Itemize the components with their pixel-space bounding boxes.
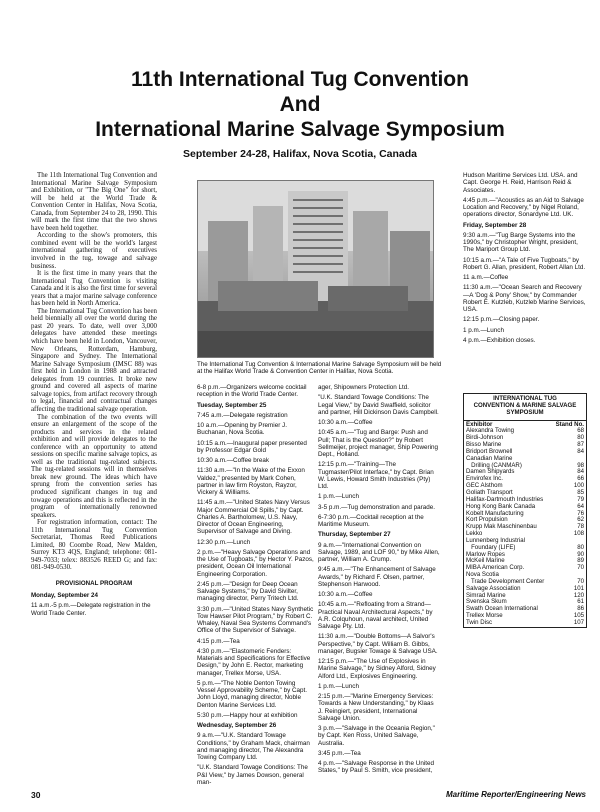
program-event: 4:30 p.m.—"Elastomeric Fenders: Materials and Specifications for Effective Design," by John E. Rector, marketing manager, Trelleх Morse, USA. xyxy=(197,647,311,677)
page-number: 30 xyxy=(31,790,41,800)
exhibitor-table xyxy=(463,393,587,628)
exhibitor-name: Hong Kong Bank Canada xyxy=(466,502,536,510)
headline-line-2: And xyxy=(279,93,321,116)
exhibitor-name: Birdi-Johnson xyxy=(466,434,504,442)
program-event: 4 p.m.—Exhibition closes. xyxy=(463,336,536,344)
exhibitor-stand: 80 xyxy=(577,434,584,442)
program-event: 3 p.m.—"Salvage in the Oceania Region," by Capt. Ken Ross, United Salvage, Australia. xyxy=(318,725,435,747)
program-event: 2:15 p.m.—"Marine Emergency Services: Towards a New Understanding," by Klaas J. Reingiert, president, International Salvage Union. xyxy=(318,693,434,722)
exhibitor-stand: 80 xyxy=(577,543,584,551)
exhibitor-name: Lunnenberg Industrial xyxy=(466,536,525,544)
intro-paragraph: According to the show's promoters, this combined event will be the world's largest international gathering of executives involved in the tug, towage and salvage business. xyxy=(31,232,157,270)
exhibitor-name: Bisso Marine xyxy=(466,441,502,449)
exhibitor-stand: 86 xyxy=(577,605,584,613)
program-column-3 xyxy=(318,384,440,775)
exhibitor-name: Halifax-Dartmouth Industries xyxy=(466,495,544,503)
exhibitor-title-line: SYMPOSIUM xyxy=(506,408,544,416)
program-event: 5 p.m.—"The Noble Denton Towing Vessel Approvability Scheme," by Capt. John Lloyd, managing director, Noble Denton Marine Services Ltd. xyxy=(197,679,308,709)
exhibitor-stand: 90 xyxy=(577,550,584,558)
exhibitor-name: Simrad Marine xyxy=(466,591,506,599)
exhibitor-stand: 107 xyxy=(573,619,584,626)
exhibitor-stand: 62 xyxy=(577,516,584,524)
building-illustration xyxy=(198,181,434,358)
program-day: Thursday, September 27 xyxy=(318,531,391,539)
program-event: 12:15 p.m.—"The Use of Explosives in Marine Salvage," by Sidney Alford, Sidney Alford Ltd., Explosives Engineering. xyxy=(318,658,436,680)
exhibitor-stand: 100 xyxy=(573,482,584,490)
program-day: Tuesday, September 25 xyxy=(197,401,267,409)
headline-line-3: International Marine Salvage Symposium xyxy=(95,118,505,141)
program-event: 9 a.m.—"International Convention on Salvage, 1989, and LOF 90," by Mike Allen, partner, William A. Crump. xyxy=(318,541,440,563)
exhibitor-name: Kort Propulsion xyxy=(466,516,508,524)
program-event: 11:45 a.m.—"United States Navy Versus Major Commercial Oil Spills," by Capt. Charles A. Bartholomew, U.S. Navy, Director of Ocean Engineering, Supervisor of Salvage and Diving. xyxy=(197,499,310,536)
program-event: 11:30 a.m.—"Ocean Search and Recovery—A 'Dog & Pony' Show," by Commander Robert E. Kutzleb, Kutzleb Marine Services, USA. xyxy=(463,284,586,313)
program-event: 10:30 a.m.—Coffee xyxy=(318,591,373,598)
program-event: 6-7:30 p.m.—Cocktail reception at the Maritime Museum. xyxy=(318,513,424,528)
convention-center-photo xyxy=(197,180,434,358)
exhibitor-name: Krupp Mak Maschinenbau xyxy=(466,523,537,531)
program-event: 12:15 p.m.—"Training—The Tugmaster/Pilot Interface," by Capt. Brian W. Lewis, Howard Smith Industries (Pty) Ltd. xyxy=(318,461,434,490)
program-event: 10:45 a.m.—"Tug and Barge: Push and Pull; That is the Question?" by Robert Sellmeijer, project manager, Ship Powering Dept., Holland. xyxy=(318,429,439,458)
exhibitor-name: Svenska Skum xyxy=(466,598,507,606)
exhibitor-name: Swath Ocean International xyxy=(466,605,538,613)
exhibitor-name: Canadian Marine xyxy=(466,454,513,462)
program-event: 11 a.m.—Coffee xyxy=(463,274,509,281)
program-event: 2 p.m.—"Heavy Salvage Operations and the Use of Tugboats," by Hector Y. Pazos, president, Ocean Oil International Engineering Corporation. xyxy=(197,548,314,578)
exhibitor-name: Envirofex Inc. xyxy=(466,475,503,483)
headline-line-1: 11th International Tug Convention xyxy=(131,68,469,91)
exhibitor-stand: 66 xyxy=(577,475,584,483)
exhibitor-rows xyxy=(464,428,586,626)
program-event: ager, Shipowners Protection Ltd. xyxy=(318,384,410,391)
exhibitor-title-line: CONVENTION & MARINE SALVAGE xyxy=(473,401,577,409)
exhibitor-stand: 78 xyxy=(577,523,584,531)
program-event: 10:15 a.m.—Inaugural paper presented by Professor Edgar Gold xyxy=(197,439,307,454)
program-event: "U.K. Standard Towage Conditions: The Legal View," by David Swaffield, solicitor and partner, Hill Dickinson Davis Campbell. xyxy=(318,394,439,416)
exhibitor-stand: 61 xyxy=(577,598,584,606)
exhibitor-name: GEC Alsthom xyxy=(466,482,503,490)
program-event: 10 a.m.—Opening by Premier J. Buchanan, Nova Scotia. xyxy=(197,422,287,437)
intro-paragraph: The combination of the two events will ensure an enlargement of the scope of the products and services in the related exhibition and will provide delegates to the conference with an opportunity to attend sessions on specific marine salvage topics, as well as the traditional tug-related subjects. The tug-related sessions will in themselves break new ground. The ideas which have sprung from the convention series has produced significant changes in tug and towage operations and this is reflected in the program of internationally renowned speakers. xyxy=(31,413,157,519)
program-event: 12:30 p.m.—Lunch xyxy=(197,538,251,546)
exhibitor-name: Bridport Brownell xyxy=(466,447,513,455)
program-day: Wednesday, September 26 xyxy=(197,722,277,729)
program-event: 7:45 a.m.—Delegate registration xyxy=(197,411,288,419)
exhibitor-stand: 76 xyxy=(577,509,584,517)
exhibitor-stand: 68 xyxy=(577,427,584,435)
column-header-exhibitor: Exhibitor xyxy=(466,420,493,428)
program-event: 6-8 p.m.—Organizers welcome cocktail reception in the World Trade Center. xyxy=(197,384,307,399)
exhibitor-stand: 70 xyxy=(577,564,584,572)
program-event: 11:30 a.m.—"In the Wake of the Exxon Valdez," presented by Mark Cohen, partner in law firm Royston, Rayzor, Vickery & Williams. xyxy=(197,467,305,496)
exhibitor-name: Lekko xyxy=(466,530,483,538)
program-event: 1 p.m.—Lunch xyxy=(318,493,359,501)
program-event: 10:15 a.m.—"A Tale of Five Tugboats," by Robert G. Allan, president, Robert Allan Ltd. xyxy=(463,256,586,271)
exhibitor-title-line: INTERNATIONAL TUG xyxy=(493,395,557,402)
publication-name: Maritime Reporter/Engineering News xyxy=(445,790,586,799)
program-event: "U.K. Standard Towage Conditions: The P&I View," by James Dowson, general man- xyxy=(197,764,308,786)
exhibitor-name: Twin Disc xyxy=(466,619,493,626)
intro-paragraph: For registration information, contact: The 11th International Tug Convention Secretariat, Thomas Reed Publications Limited, 80 Coombe Road, New Malden, Surrey KT3 4QS, England; telephone: 081-949-7033; telex: 883526 REED G; and fax: 081-949-0530. xyxy=(31,519,157,572)
program-event: 1 p.m.—Lunch xyxy=(318,682,359,690)
exhibitor-name: Nova Scotia xyxy=(466,571,499,579)
exhibitor-stand: 120 xyxy=(573,591,584,599)
exhibitor-stand: 84 xyxy=(577,468,584,476)
program-day: Monday, September 24 xyxy=(31,591,98,599)
exhibitor-stand: 84 xyxy=(577,447,584,455)
exhibitor-name: Trade Development Center xyxy=(466,577,545,585)
exhibitor-name: MIBA American Corp. xyxy=(466,564,525,572)
exhibitor-name: Salvage Association xyxy=(466,584,521,592)
exhibitor-stand: 98 xyxy=(577,461,584,469)
program-event: 5:30 p.m.—Happy hour at exhibition xyxy=(197,711,298,719)
intro-paragraph: The 11th International Tug Convention and International Marine Salvage Symposium and Exhibition, or "The Big One" for short, will be held at the World Trade & Convention Center in Halifax, Nova Scotia, Canada, from September 24 to 28, 1990. This will mark the first time that the two shows have been held together. xyxy=(31,172,157,232)
program-event: 10:45 a.m.—"Refloating from a Strand—Practical Naval Architectural Aspects," by A.R. Colquhoun, naval architect, United Salvage Pty. Ltd. xyxy=(318,601,433,630)
program-day: Friday, September 28 xyxy=(463,221,527,229)
exhibitor-stand: 79 xyxy=(577,495,584,503)
intro-paragraph: It is the first time in many years that the International Tug Convention is visiting Canada and it is also the first time for several years that a major marine salvage conference has been held in North America. xyxy=(31,270,157,308)
subhead: September 24-28, Halifax, Nova Scotia, Canada xyxy=(182,148,417,160)
program-event: 12:15 p.m.—Closing paper. xyxy=(463,316,540,324)
exhibitor-stand: 108 xyxy=(573,530,584,538)
program-event: 10:30 a.m.—Coffee break xyxy=(197,457,269,464)
program-event: 10:30 a.m.—Coffee xyxy=(318,419,373,426)
exhibitor-name: Foundary (LIFE) xyxy=(466,543,516,551)
column-header-stand: Stand No. xyxy=(555,420,584,428)
program-event: Hudson Maritime Services Ltd. USA. and Capt. George H. Reid, Harrison Reid & Associates. xyxy=(463,172,578,194)
exhibitor-name: Marlow Ropes xyxy=(466,550,505,558)
exhibitor-name: Kobelt Manufacturing xyxy=(466,509,524,517)
exhibitor-name: McKeil Marine xyxy=(466,557,505,565)
program-event: 11:30 a.m.—"Double Bottoms—A Salvor's Perspective," by Capt. William B. Gibbs, manager, Bugsier Towage & Salvage USA. xyxy=(318,633,438,655)
exhibitor-stand: 85 xyxy=(577,488,584,496)
program-event: 11 a.m.-5 p.m.—Delegate registration in the World Trade Center. xyxy=(31,602,151,617)
program-list-1 xyxy=(31,592,157,618)
exhibitor-name: Goliath Transport xyxy=(466,488,513,496)
program-event: 4:45 p.m.—"Acoustics as an Aid to Salvage Location and Recovery," by Nigel Roland, operations director, Sonardyne Ltd. UK. xyxy=(463,196,584,219)
exhibitor-stand: 89 xyxy=(577,557,584,565)
program-event: 9:30 a.m.—"Tug Barge Systems into the 1990s," by Christopher Wright, president, The Mariport Group Ltd. xyxy=(463,231,578,254)
exhibitor-name: Trellex Morse xyxy=(466,612,503,620)
program-event: 4 p.m.—"Salvage Response in the United States," by Paul S. Smith, vice president, xyxy=(318,760,434,775)
program-heading: PROVISIONAL PROGRAM xyxy=(55,579,133,587)
program-column-4 xyxy=(463,172,587,344)
exhibitor-name: Alexandra Towing xyxy=(466,427,514,435)
exhibitor-name: Damen Shipyards xyxy=(466,468,515,476)
program-event: 3:45 p.m.—Tea xyxy=(318,749,361,757)
exhibitor-stand: 70 xyxy=(577,577,584,585)
program-event: 9 a.m.—"U.K. Standard Towage Conditions," by Graham Mack, chairman and managing director, The Alexandra Towing Company Ltd. xyxy=(197,732,310,761)
exhibitor-row xyxy=(464,524,586,531)
program-event: 3:30 p.m.—"United States Navy Synthetic Tow Hawser Pilot Program," by Robert C. Whaley, Naval Sea Systems Command's Office of the Supervisor of Salvage. xyxy=(197,605,314,635)
program-event: 3-5 p.m.—Tug demonstration and parade. xyxy=(318,503,436,511)
program-event: 9:45 a.m.—"The Enhancement of Salvage Awards," by Richard F. Olsen, partner, Stephenson Harwood. xyxy=(318,566,436,588)
exhibitor-name: Drilling (CANMAR) xyxy=(466,461,522,469)
exhibitor-row xyxy=(464,620,586,627)
photo-caption: The International Tug Convention & International Marine Salvage Symposium will be held at the Halifax World Trade & Convention Center in Halifax, Nova Scotia. xyxy=(197,361,442,376)
exhibitor-stand: 87 xyxy=(577,441,584,449)
exhibitor-stand: 101 xyxy=(573,584,584,592)
program-column-2 xyxy=(197,384,314,786)
program-event: 2:45 p.m.—"Design for Deep Ocean Salvage Systems," by David Sivilter, managing director, Perry Tritech Ltd. xyxy=(197,580,299,603)
program-event: 1 p.m.—Lunch xyxy=(463,326,504,334)
program-event: 4:15 p.m.—Tea xyxy=(197,637,240,645)
exhibitor-stand: 64 xyxy=(577,502,584,510)
intro-paragraph: The International Tug Convention has been held biennially all over the world during the past 20 years. To date, well over 3,000 delegates have attended these meetings which have been held in London, Vancouver, New Orleans, Rotterdam, Hamburg, Singapore and Sydney. The International Marine Salvage Symposium (IMSC 88) was first held in London in 1988 and attracted delegates from 19 countries. It broke new ground and covered all aspects of marine salvage topics, from artifact recovery through to legal, financial and contractual changes affecting the traditional salvage operation. xyxy=(31,307,157,413)
article-column-1 xyxy=(31,172,157,617)
exhibitor-stand: 105 xyxy=(573,612,584,620)
exhibitor-table-title xyxy=(464,394,586,421)
